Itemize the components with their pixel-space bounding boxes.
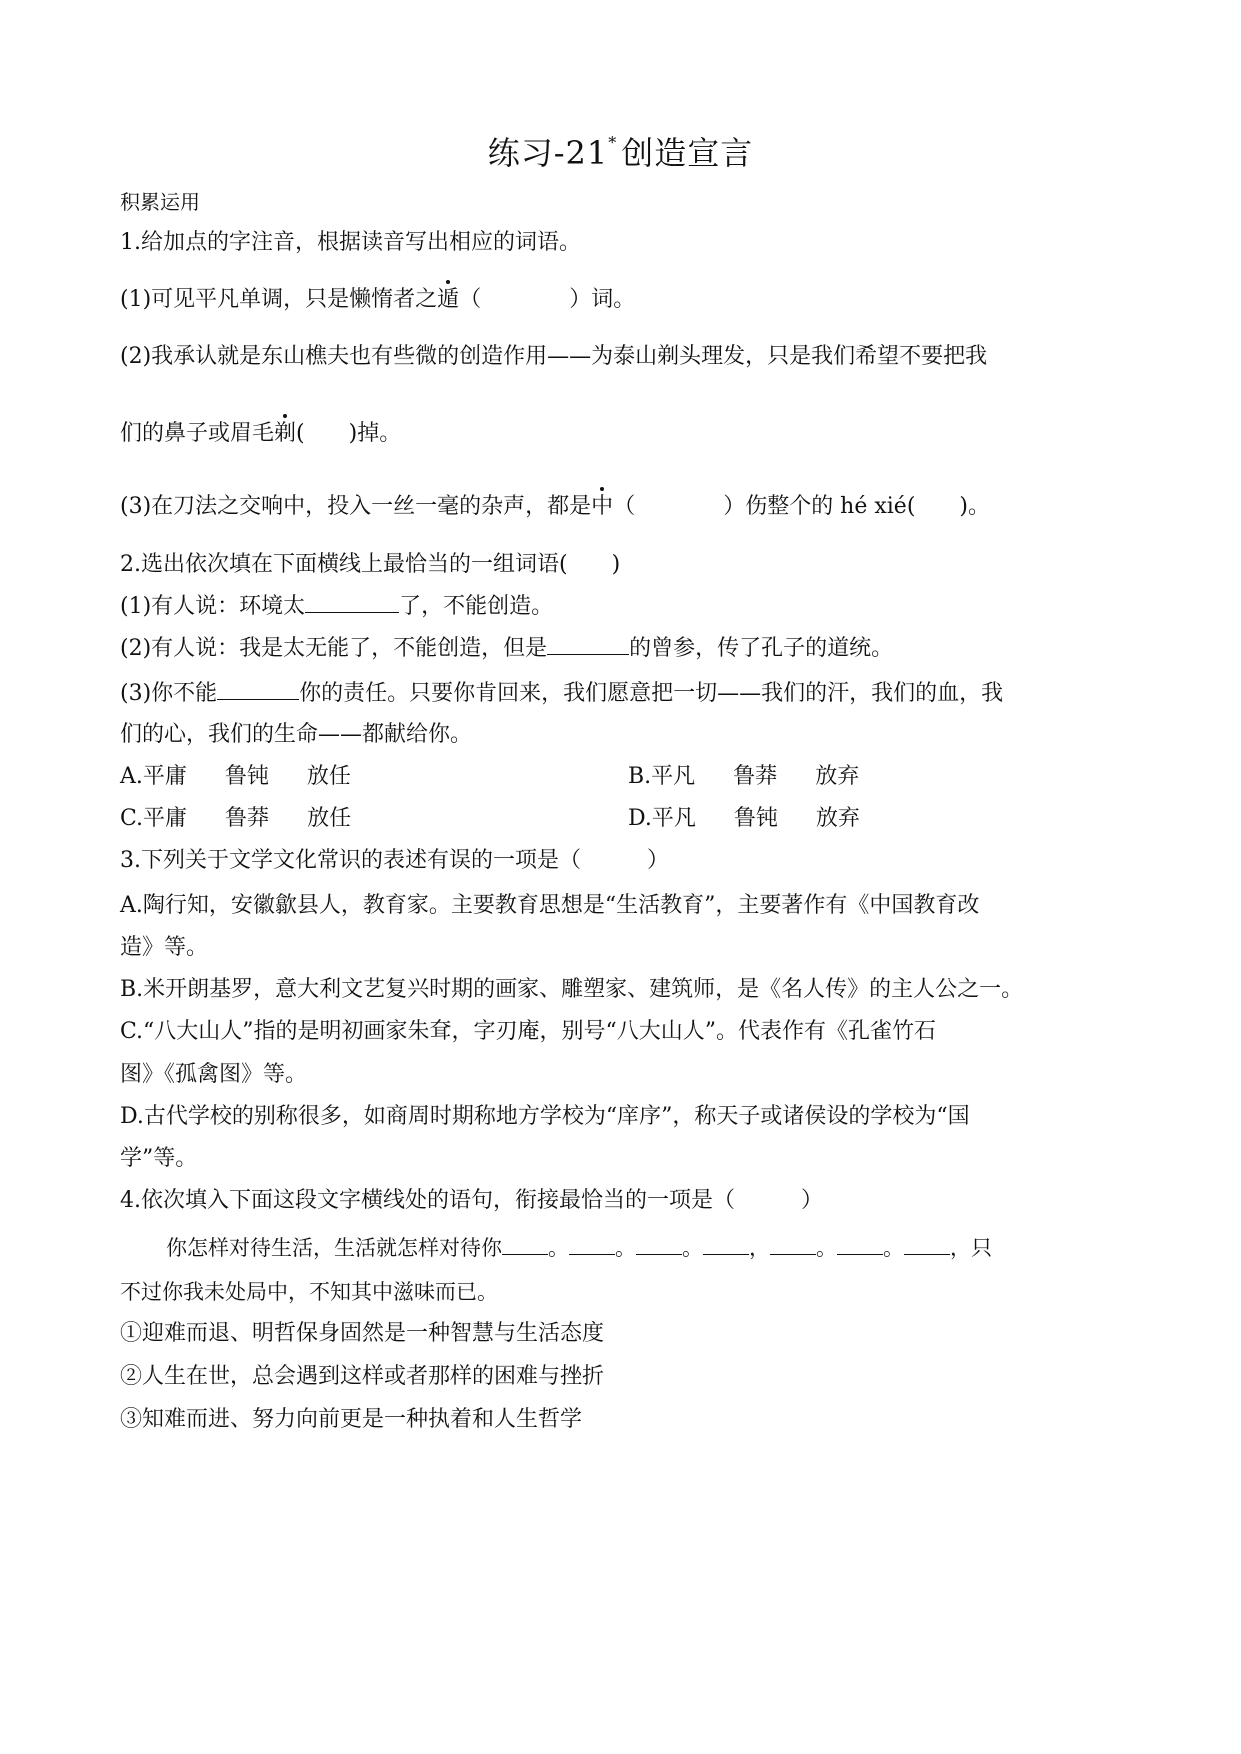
q2-s3a: (3)你不能 你的责任。只要你肯回来，我们愿意把一切——我们的汗，我们的血，我 [120, 677, 1130, 710]
page-title [0, 128, 1241, 174]
q4-item-3: ③知难而进、努力向前更是一种执着和人生哲学 [120, 1407, 583, 1432]
fill-blank[interactable] [904, 1232, 950, 1255]
q4-item-1: ①迎难而退、明哲保身固然是一种智慧与生活态度 [120, 1321, 605, 1346]
q3-option-a-line-1: A.陶行知，安徽歙县人，教育家。主要教育思想是“生活教育”，主要著作有《中国教育改 [120, 893, 980, 918]
dotted-char: 剃 [274, 418, 296, 450]
dotted-char: 中 [591, 491, 613, 523]
q3-option-c-line-2: 图》《孤禽图》等。 [120, 1062, 308, 1087]
fill-blank[interactable] [569, 1232, 615, 1255]
q3-option-d-line-1: D.古代学校的别称很多，如商周时期称地方学校为“庠序”，称天子或诸侯设的学校为“国 [120, 1104, 970, 1129]
q2-s1: (1)有人说：环境太 了，不能创造。 [120, 590, 1130, 623]
title-rest: 创造宣言 [621, 134, 754, 172]
q3-option-b: B.米开朗基罗，意大利文艺复兴时期的画家、雕塑家、建筑师，是《名人传》的主人公之一。 [120, 977, 1024, 1002]
option-b[interactable]: B.平凡 鲁莽 放弃 [628, 764, 860, 789]
fill-blank[interactable] [502, 1232, 548, 1255]
q1-s2a: (2)我承认就是东山樵夫也有些微的创造作用——为泰山剃头理发，只是我们希望不要把我 [120, 344, 988, 369]
q1-stem: 1.给加点的字注音，根据读音写出相应的词语。 [120, 230, 581, 255]
fill-blank[interactable] [770, 1232, 816, 1255]
fill-blank[interactable] [703, 1232, 749, 1255]
fill-blank[interactable] [837, 1232, 883, 1255]
q1-s3: (3)在刀法之交响中，投入一丝一毫的杂声，都是中（ ）伤整个的 hé xié( )。 [120, 491, 1130, 523]
q1-s1: (1)可见平凡单调，只是懒惰者之遁（ ）词。 [120, 284, 1130, 316]
dotted-char: 遁 [437, 284, 459, 316]
q2-s3b: 们的心，我们的生命——都献给你。 [120, 722, 473, 747]
title-main: 练习-21 [487, 134, 609, 172]
q1-s2b: 们的鼻子或眉毛剃( )掉。 [120, 418, 1130, 450]
q3-option-c-line-1: C.“八大山人”指的是明初画家朱耷，字刃庵，别号“八大山人”。代表作有《孔雀竹石 [120, 1019, 937, 1044]
fill-blank[interactable] [217, 677, 299, 700]
q2-s2: (2)有人说：我是太无能了，不能创造，但是 的曾参，传了孔子的道统。 [120, 632, 1130, 665]
option-c[interactable]: C.平庸 鲁莽 放任 [120, 806, 352, 831]
q4-item-2: ②人生在世，总会遇到这样或者那样的困难与挫折 [120, 1364, 605, 1389]
q4-stem: 4.依次填入下面这段文字横线处的语句，衔接最恰当的一项是（ ） [120, 1188, 823, 1213]
section-heading: 积累运用 [120, 190, 200, 214]
q2-stem: 2.选出依次填在下面横线上最恰当的一组词语( ) [120, 552, 621, 577]
option-d[interactable]: D.平凡 鲁钝 放弃 [628, 806, 860, 831]
q4-passage-line-2: 不过你我未处局中，不知其中滋味而已。 [120, 1280, 498, 1304]
q3-stem: 3.下列关于文学文化常识的表述有误的一项是（ ） [120, 848, 669, 873]
q3-option-a-line-2: 造》等。 [120, 935, 209, 960]
fill-blank[interactable] [305, 590, 399, 613]
q4-passage-line-1: 你怎样对待生活，生活就怎样对待你 。 。 。 ， 。 。 ，只 [166, 1232, 1126, 1264]
q3-option-d-line-2: 学”等。 [120, 1146, 198, 1171]
option-a[interactable]: A.平庸 鲁钝 放任 [120, 764, 351, 789]
fill-blank[interactable] [636, 1232, 682, 1255]
fill-blank[interactable] [547, 632, 629, 655]
title-asterisk: * [608, 133, 618, 153]
